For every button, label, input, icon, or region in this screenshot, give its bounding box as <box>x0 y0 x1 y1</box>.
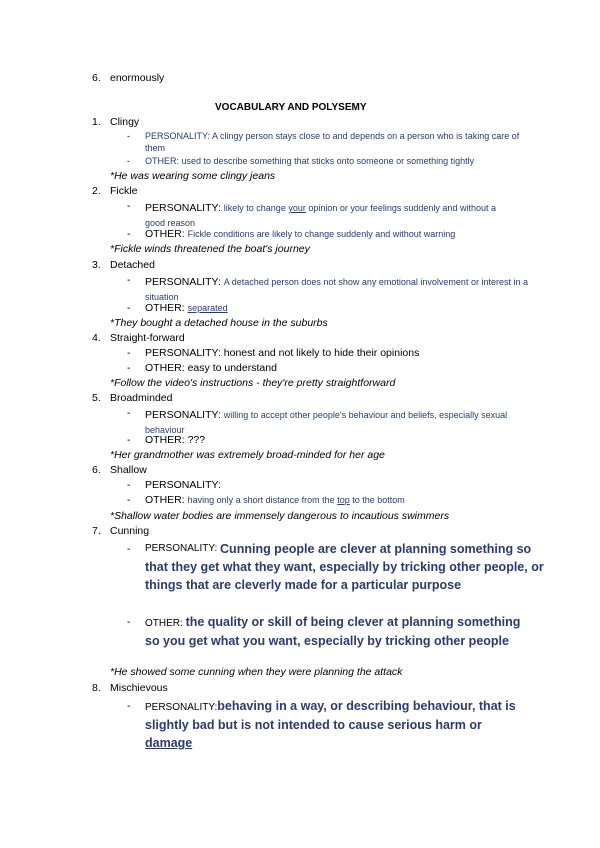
personality-definition: PERSONALITY: willing to accept other people's behaviour and beliefs, especially sexual behaviour <box>145 409 508 435</box>
example-sentence: *Fickle winds threatened the boat's journey <box>110 243 310 255</box>
other-definition: OTHER: the quality or skill of being clever at planning something so you get what you want, especially by tricking other people <box>145 615 521 648</box>
example-sentence: *Her grandmother was extremely broad-minded for her age <box>110 449 385 461</box>
bullet-dash: - <box>127 494 131 506</box>
bullet-dash: - <box>127 434 131 446</box>
example-sentence: *Shallow water bodies are immensely dangerous to incautious swimmers <box>110 510 450 522</box>
bullet-dash: - <box>127 700 131 712</box>
entry-word: Clingy <box>110 116 140 128</box>
personality-definition: $^{PERSONALITY:}$ Cunning people are clever at planning something so that they get what they want, especially by tricking other people, or things that are cleverly made for a particular purpose <box>145 542 544 592</box>
link[interactable]: damage <box>145 736 193 750</box>
bullet-dash: - <box>127 616 131 628</box>
link[interactable]: top <box>337 495 350 505</box>
bullet-dash: - <box>127 302 131 314</box>
list-number: 3. <box>92 259 101 271</box>
entry-word: Mischievous <box>110 682 168 694</box>
entry-word: Fickle <box>110 185 138 197</box>
personality-definition: PERSONALITY: A detached person does not show any emotional involvement or interest in a situation <box>145 276 528 302</box>
example-sentence: *He showed some cunning when they were planning the attack <box>110 666 403 678</box>
list-number: 6. <box>92 464 101 476</box>
personality-definition: PERSONALITY: likely to change your opinion or your feelings suddenly and without a good reason <box>145 202 496 228</box>
bullet-dash: - <box>127 479 131 491</box>
entry-word: Straight-forward <box>110 332 185 344</box>
personality-definition: PERSONALITY: A clingy person stays close to and depends on a person who is taking care of them <box>145 131 520 153</box>
link[interactable]: separated <box>187 303 228 313</box>
list-item-text: enormously <box>110 72 165 84</box>
bullet-dash: - <box>127 131 130 141</box>
personality-definition: PERSONALITY:behaving in a way, or describing behaviour, that is slightly bad but is not intended to cause serious harm or damage <box>145 699 516 750</box>
entry-word: Shallow <box>110 464 147 476</box>
other-definition: OTHER: separated <box>145 302 228 314</box>
other-definition: OTHER: used to describe something that sticks onto someone or something tightly <box>145 156 475 166</box>
bullet-dash: - <box>127 200 131 212</box>
entry-word: Detached <box>110 259 155 271</box>
bullet-dash: - <box>127 228 131 240</box>
bullet-dash: - <box>127 347 131 359</box>
list-number: 4. <box>92 332 101 344</box>
bullet-dash: - <box>127 274 131 286</box>
list-number: 2. <box>92 185 101 197</box>
bullet-dash: - <box>127 156 130 166</box>
list-number: 6. <box>92 72 101 84</box>
bullet-dash: - <box>127 407 131 419</box>
example-sentence: *They bought a detached house in the suburbs <box>110 317 328 329</box>
list-number: 8. <box>92 682 101 694</box>
personality-definition: PERSONALITY: <box>145 479 221 491</box>
personality-definition: PERSONALITY: honest and not likely to hide their opinions <box>145 347 420 359</box>
other-definition: OTHER: Fickle conditions are likely to change suddenly and without warning <box>145 228 456 240</box>
other-definition: OTHER: ??? <box>145 434 206 446</box>
page-title: VOCABULARY AND POLYSEMY <box>215 102 367 113</box>
bullet-dash: - <box>127 543 131 555</box>
list-number: 5. <box>92 392 101 404</box>
other-definition: OTHER: easy to understand <box>145 362 277 374</box>
list-number: 1. <box>92 116 101 128</box>
link[interactable]: your <box>288 203 306 213</box>
other-definition: OTHER: having only a short distance from the top to the bottom <box>145 494 405 506</box>
list-number: 7. <box>92 525 101 537</box>
bullet-dash: - <box>127 362 131 374</box>
example-sentence: *Follow the video's instructions - they're pretty straightforward <box>110 377 396 389</box>
example-sentence: *He was wearing some clingy jeans <box>110 170 276 182</box>
entry-word: Broadminded <box>110 392 173 404</box>
entry-word: Cunning <box>110 525 150 537</box>
